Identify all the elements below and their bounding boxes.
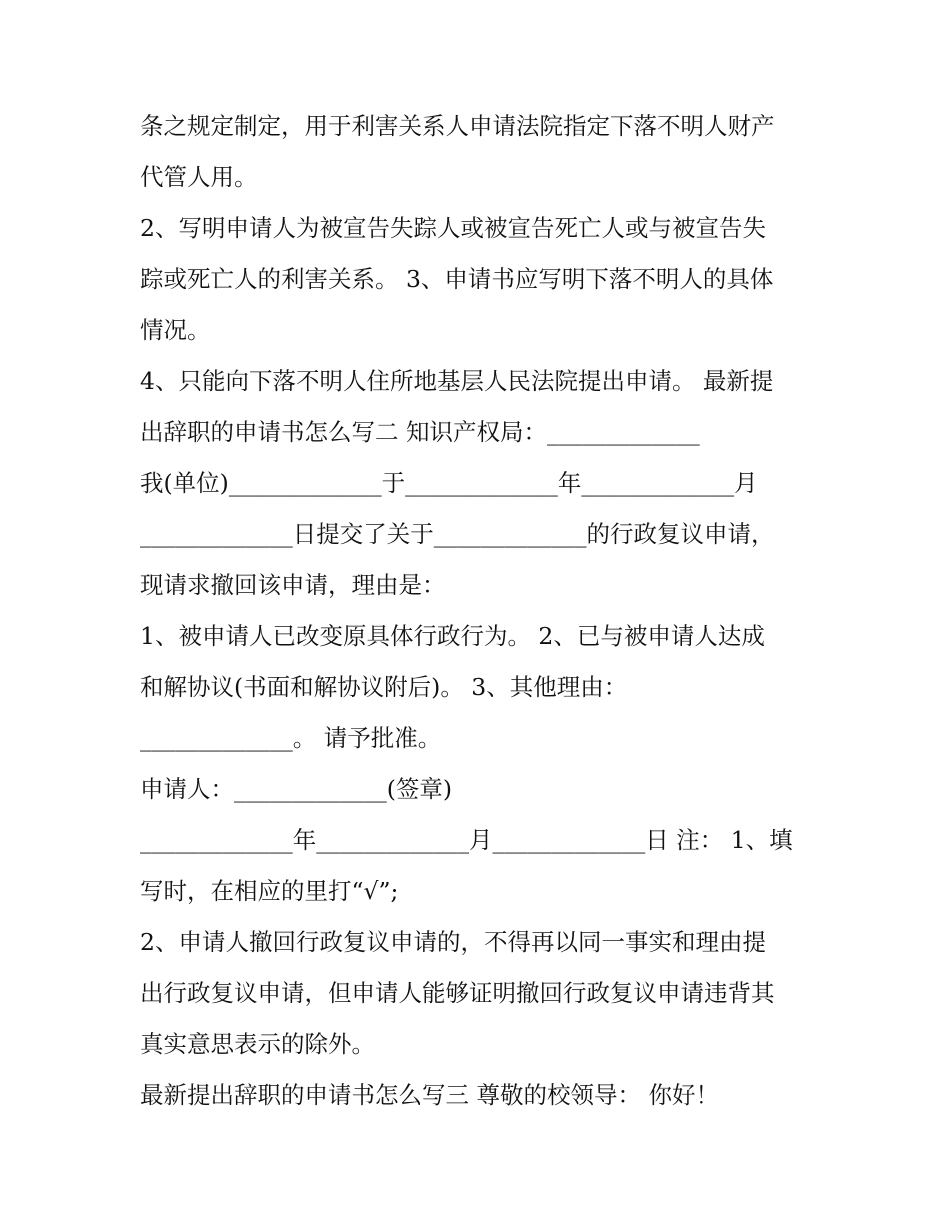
text-line: 出辞职的申请书怎么写二 知识产权局：_____________: [140, 418, 700, 446]
text-line: 现请求撤回该申请，理由是：: [140, 571, 446, 599]
text-line: 我(单位)_____________于_____________年_____________月: [140, 469, 758, 497]
text-line: 条之规定制定，用于利害关系人申请法院指定下落不明人财产: [140, 112, 775, 140]
text-line: _____________年_____________月_____________日 注： 1、填: [140, 826, 793, 854]
text-line: 1、被申请人已改变原具体行政行为。 2、已与被申请人达成: [140, 622, 765, 650]
text-line: 4、只能向下落不明人住所地基层人民法院提出申请。 最新提: [140, 367, 774, 395]
document-body: [140, 101, 830, 1121]
text-line: 出行政复议申请，但申请人能够证明撤回行政复议申请违背其: [140, 979, 775, 1007]
text-line: 和解协议(书面和解协议附后)。 3、其他理由：: [140, 673, 628, 701]
text-line: 2、写明申请人为被宣告失踪人或被宣告死亡人或与被宣告失: [140, 214, 766, 242]
text-line: 写时，在相应的里打“√”;: [140, 877, 399, 905]
text-line: 申请人：_____________(签章): [140, 775, 453, 803]
text-line: 最新提出辞职的申请书怎么写三 尊敬的校领导： 你好！: [140, 1081, 719, 1109]
text-line: 2、申请人撤回行政复议申请的，不得再以同一事实和理由提: [140, 928, 766, 956]
text-line: 代管人用。: [140, 163, 258, 191]
text-line: 真实意思表示的除外。: [140, 1030, 375, 1058]
text-line: 情况。: [140, 316, 211, 344]
text-line: _____________日提交了关于_____________的行政复议申请，: [140, 520, 775, 548]
text-line: _____________。 请予批准。: [140, 724, 442, 752]
text-line: 踪或死亡人的利害关系。 3、申请书应写明下落不明人的具体: [140, 265, 774, 293]
